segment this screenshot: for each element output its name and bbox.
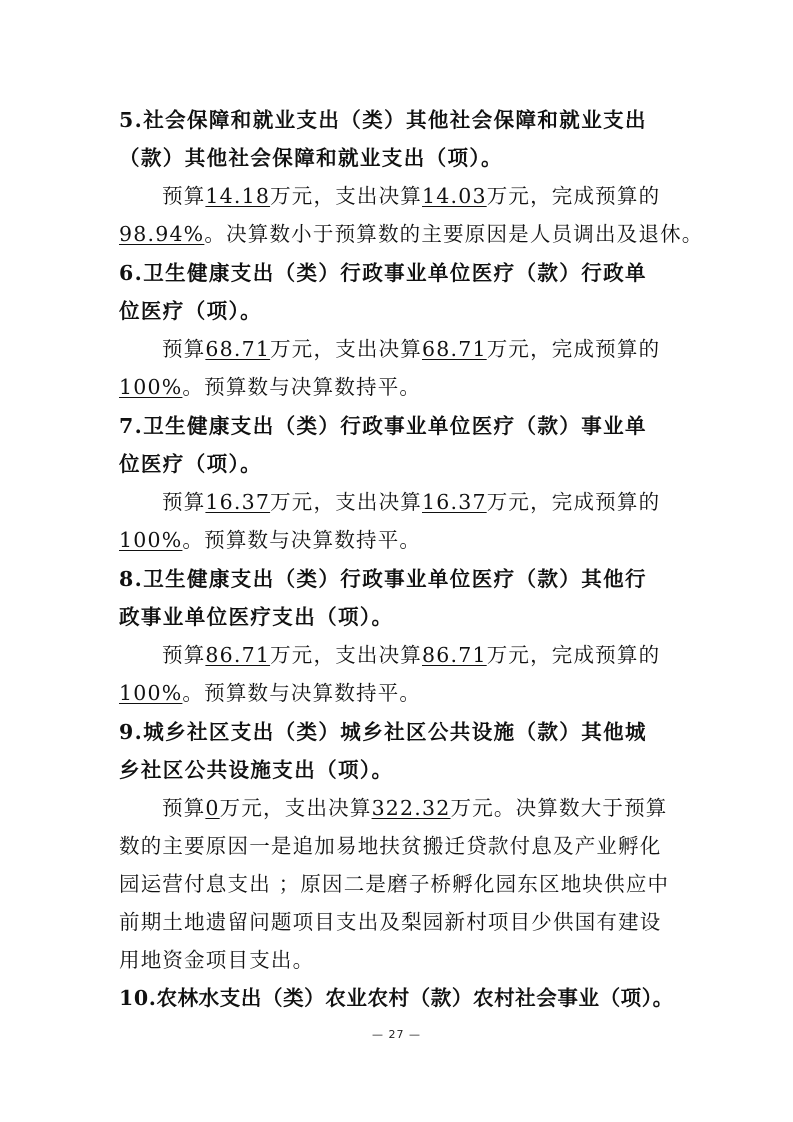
budget-prefix: 预算 bbox=[162, 184, 206, 208]
budget-prefix: 预算 bbox=[162, 337, 206, 361]
section-9-paragraph-line-2: 数的主要原因一是追加易地扶贫搬迁贷款付息及产业孵化 bbox=[119, 834, 662, 858]
actual-prefix: 万元，支出决算 bbox=[270, 643, 422, 667]
actual-prefix: 万元，支出决算 bbox=[219, 796, 372, 820]
actual-prefix: 万元，支出决算 bbox=[270, 184, 422, 208]
explanation-text: 。预算数与决算数持平。 bbox=[182, 528, 422, 552]
section-5-paragraph-line-2 bbox=[119, 219, 703, 249]
section-5-heading-line-2: （款）其他社会保障和就业支出（项）。 bbox=[119, 146, 503, 170]
actual-value: 322.32 bbox=[371, 796, 451, 820]
completion-prefix: 万元，完成预算的 bbox=[486, 643, 661, 667]
section-8-paragraph-line-1 bbox=[162, 640, 660, 670]
budget-value: 86.71 bbox=[205, 643, 271, 667]
completion-rate: 100% bbox=[119, 681, 183, 705]
budget-value: 16.37 bbox=[205, 490, 271, 514]
section-10-heading: 10.农林水支出（类）农业农村（款）农村社会事业（项）。 bbox=[119, 986, 674, 1010]
budget-prefix: 预算 bbox=[162, 490, 206, 514]
explanation-text: 。预算数与决算数持平。 bbox=[182, 681, 422, 705]
budget-prefix: 预算 bbox=[162, 643, 206, 667]
completion-rate: 100% bbox=[119, 375, 183, 399]
completion-rate: 98.94% bbox=[119, 222, 205, 246]
budget-value: 0 bbox=[205, 796, 220, 820]
comparison-text: 万元。决算数大于预算 bbox=[450, 796, 668, 820]
actual-value: 86.71 bbox=[422, 643, 487, 667]
completion-prefix: 万元，完成预算的 bbox=[486, 184, 661, 208]
section-7-heading-line-2: 位医疗（项）。 bbox=[119, 452, 263, 476]
section-8-heading-line-1: 8.卫生健康支出（类）行政事业单位医疗（款）其他行 bbox=[119, 567, 647, 591]
page-number: — 27 — bbox=[372, 1028, 421, 1041]
section-7-heading-line-1: 7.卫生健康支出（类）行政事业单位医疗（款）事业单 bbox=[119, 414, 647, 438]
section-6-paragraph-line-1 bbox=[162, 334, 660, 364]
section-8-heading-line-2: 政事业单位医疗支出（项）。 bbox=[119, 605, 394, 629]
budget-value: 68.71 bbox=[205, 337, 271, 361]
section-7-paragraph-line-2 bbox=[119, 525, 421, 555]
section-9-paragraph-line-4: 前期土地遗留问题项目支出及梨园新村项目少供国有建设 bbox=[119, 910, 662, 934]
completion-prefix: 万元，完成预算的 bbox=[486, 337, 661, 361]
section-9-paragraph-line-1 bbox=[162, 793, 668, 823]
section-7-paragraph-line-1 bbox=[162, 487, 660, 517]
actual-value: 14.03 bbox=[422, 184, 487, 208]
explanation-text: 。决算数小于预算数的主要原因是人员调出及退休。 bbox=[204, 222, 704, 246]
section-9-heading-line-2: 乡社区公共设施支出（项）。 bbox=[119, 758, 394, 782]
section-8-paragraph-line-2 bbox=[119, 678, 421, 708]
section-6-heading-line-2: 位医疗（项）。 bbox=[119, 299, 263, 323]
completion-prefix: 万元，完成预算的 bbox=[486, 490, 661, 514]
completion-rate: 100% bbox=[119, 528, 183, 552]
actual-prefix: 万元，支出决算 bbox=[270, 490, 422, 514]
actual-value: 68.71 bbox=[422, 337, 487, 361]
actual-value: 16.37 bbox=[422, 490, 487, 514]
actual-prefix: 万元，支出决算 bbox=[270, 337, 422, 361]
section-9-paragraph-line-5: 用地资金项目支出。 bbox=[119, 948, 315, 972]
explanation-text: 。预算数与决算数持平。 bbox=[182, 375, 422, 399]
section-5-heading-line-1: 5.社会保障和就业支出（类）其他社会保障和就业支出 bbox=[119, 108, 647, 132]
budget-prefix: 预算 bbox=[162, 796, 206, 820]
section-9-paragraph-line-3: 园运营付息支出 ；原因二是磨子桥孵化园东区地块供应中 bbox=[119, 872, 670, 896]
section-5-paragraph-line-1 bbox=[162, 181, 660, 211]
section-6-paragraph-line-2 bbox=[119, 372, 421, 402]
budget-value: 14.18 bbox=[205, 184, 271, 208]
section-9-heading-line-1: 9.城乡社区支出（类）城乡社区公共设施（款）其他城 bbox=[119, 720, 647, 744]
section-6-heading-line-1: 6.卫生健康支出（类）行政事业单位医疗（款）行政单 bbox=[119, 261, 647, 285]
